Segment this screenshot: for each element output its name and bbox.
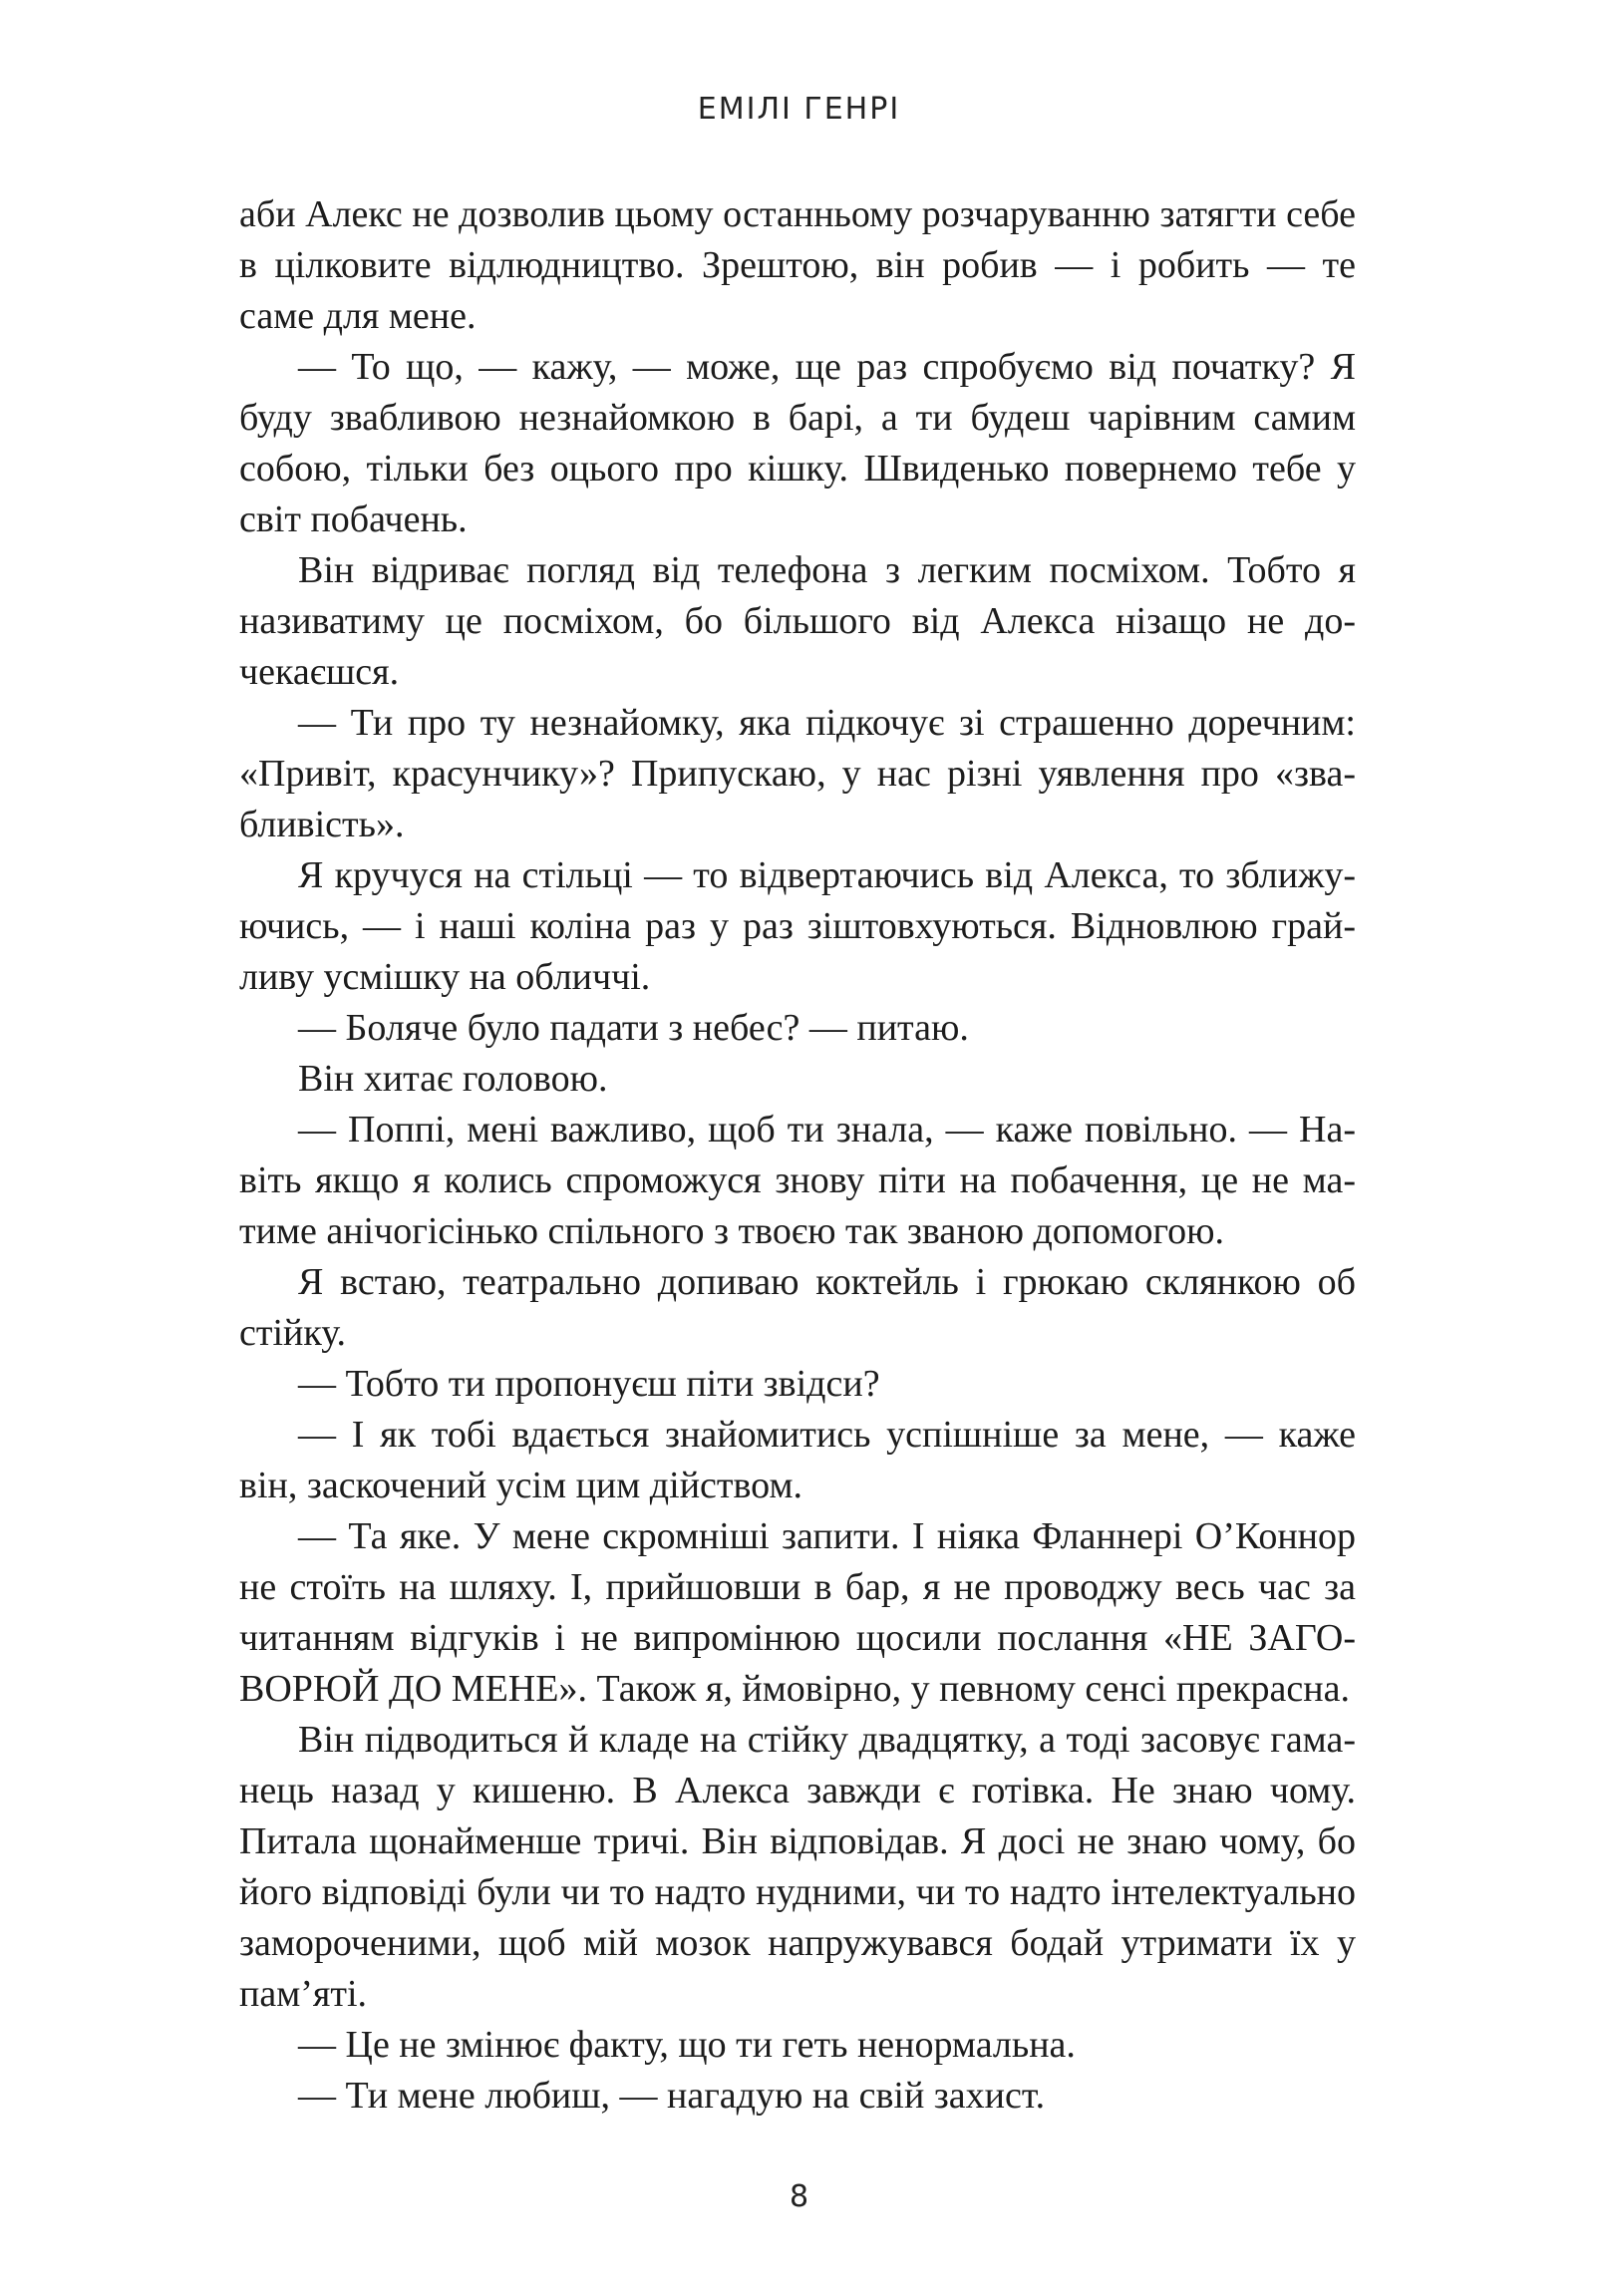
paragraph: Він відриває погляд від телефона з легким посміхом. Тобто я називатиму це посміхом, бо більшого від Алекса нізащо не дочекаєшся. <box>239 549 1356 693</box>
paragraph: Я встаю, театрально допиваю коктейль і грюкаю склянкою об стійку. <box>239 1261 1356 1354</box>
paragraph: — Тобто ти пропонуєш піти звідси? <box>298 1363 880 1405</box>
body-text <box>239 189 1356 2122</box>
paragraph: Він хитає головою. <box>298 1058 608 1100</box>
paragraph: — То що, — кажу, — може, ще раз спробуємо від початку? Я буду звабливою незнайомкою в барі, а ти будеш чарівним самим собою, тільки без оцього про кішку. Швиденько повернемо тебе у світ побачень. <box>239 346 1356 540</box>
paragraph: — Ти про ту незнайомку, яка підкочує зі страшенно доречним: «Привіт, красунчику»? Припускаю, у нас різні уявлення про «звабливість». <box>239 702 1356 845</box>
paragraph: Він підводиться й кладе на стійку двадцятку, а тоді засовує гаманець назад у кишеню. В Алекса завжди є готівка. Не знаю чому. Питала щонайменше тричі. Він відповідав. Я досі не знаю чому, бо його відповіді були чи то надто нудними, чи то надто інтелектуально замороченими, щоб мій мозок напружувався бодай утримати їх у пам’яті. <box>239 1719 1356 2015</box>
running-head: ЕМІЛІ ГЕНРІ <box>697 92 901 127</box>
page-number: 8 <box>789 2179 809 2214</box>
paragraph: — Та яке. У мене скромніші запити. І ніяка Фланнері О’Коннор не стоїть на шляху. І, прийшовши в бар, я не проводжу весь час за читанням відгуків і не випромінюю щосили послання «НЕ ЗАГОВОРЮЙ ДО МЕНЕ». Також я, ймовірно, у певному сенсі прекрасна. <box>239 1515 1356 1710</box>
paragraph: — І як тобі вдається знайомитись успішніше за мене, — каже він, заскочений усім цим дійством. <box>239 1414 1356 1506</box>
paragraph: аби Алекс не дозволив цьому останньому розчаруванню затягти себе в цілковите відлюдництво. Зрештою, він робив — і робить — те саме для мене. <box>239 193 1356 337</box>
paragraph: — Боляче було падати з небес? — питаю. <box>298 1007 969 1049</box>
paragraph: — Ти мене любиш, — нагадую на свій захист. <box>298 2075 1046 2117</box>
paragraph: — Це не змінює факту, що ти геть ненормальна. <box>298 2024 1076 2066</box>
paragraph: — Поппі, мені важливо, щоб ти знала, — каже повільно. — Навіть якщо я колись спроможуся знову піти на побачення, це не матиме анічогісінько спільного з твоєю так званою допомогою. <box>239 1109 1356 1252</box>
paragraph: Я кручуся на стільці — то відвертаючись від Алекса, то зближуючись, — і наші коліна раз у раз зіштовхуються. Відновлюю грайливу усмішку на обличчі. <box>239 854 1356 998</box>
